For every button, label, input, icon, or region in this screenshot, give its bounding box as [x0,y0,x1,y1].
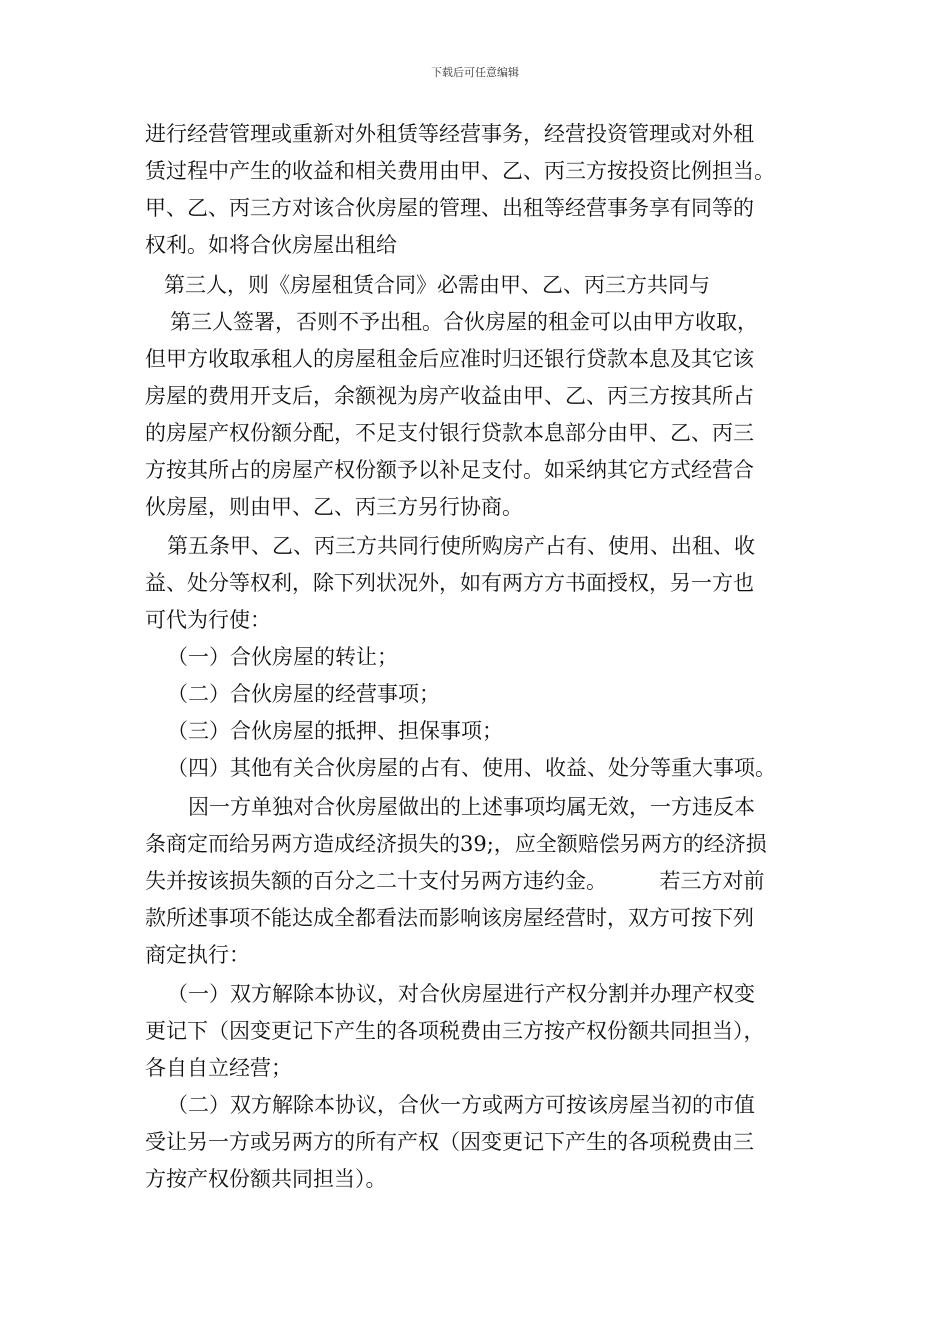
text-line: 第三人，则《房屋租赁合同》必需由甲、乙、丙三方共同与 [164,273,710,297]
list-item: （二）合伙房屋的经营事项； [167,682,440,706]
text-line: 第三人签署，否则不予出租。合伙房屋的租金可以由甲方收取， [170,310,758,334]
page-header: 下载后可任意编辑 [431,66,519,79]
text-line: 各自自立经营； [145,1056,292,1080]
text-line: 第五条甲、乙、丙三方共同行使所购房产占有、使用、出租、收 [167,534,755,558]
text-line: 但甲方收取承租人的房屋租金后应准时归还银行贷款本息及其它该 [145,347,754,371]
list-item: （一）合伙房屋的转让； [167,645,398,669]
text-line: 方按其所占的房屋产权份额予以补足支付。如采纳其它方式经营合 [145,458,754,482]
list-item: （一）双方解除本协议，对合伙房屋进行产权分割并办理产权变 [167,982,755,1006]
list-item: （四）其他有关合伙房屋的占有、使用、收益、处分等重大事项。 [167,756,776,780]
text-line: 伙房屋，则由甲、乙、丙三方另行协商。 [145,495,523,519]
text-line: 的房屋产权份额分配，不足支付银行贷款本息部分由甲、乙、丙三 [145,421,754,445]
text-line: 款所述事项不能达成全都看法而影响该房屋经营时，双方可按下列 [145,906,754,930]
text-line: 益、处分等权利，除下列状况外，如有两方方书面授权，另一方也 [145,571,754,595]
list-item: （三）合伙房屋的抵押、担保事项； [167,719,503,743]
text-line: 赁过程中产生的收益和相关费用由甲、乙、丙三方按投资比例担当。 [145,159,775,183]
text-line: 方按产权份额共同担当）。 [145,1167,387,1191]
text-line: 因一方单独对合伙房屋做出的上述事项均属无效，一方违反本 [188,795,755,819]
text-line: 进行经营管理或重新对外租赁等经营事务，经营投资管理或对外租 [145,122,754,146]
text-line: 可代为行使： [145,608,271,632]
text-line: 房屋的费用开支后，余额视为房产收益由甲、乙、丙三方按其所占 [145,384,754,408]
text-line: 权利。如将合伙房屋出租给 [145,233,397,257]
list-item: （二）双方解除本协议，合伙一方或两方可按该房屋当初的市值 [167,1093,755,1117]
text-line: 甲、乙、丙三方对该合伙房屋的管理、出租等经营事务享有同等的 [145,196,754,220]
text-line: 商定执行： [145,943,250,967]
text-line: 更记下（因变更记下产生的各项税费由三方按产权份额共同担当）， [145,1019,765,1043]
text-line: 条商定而给另两方造成经济损失的39;，应全额赔偿另两方的经济损 [145,832,767,856]
text-line: 失并按该损失额的百分之二十支付另两方违约金。 若三方对前 [145,869,765,893]
text-line: 受让另一方或另两方的所有产权（因变更记下产生的各项税费由三 [145,1130,754,1154]
